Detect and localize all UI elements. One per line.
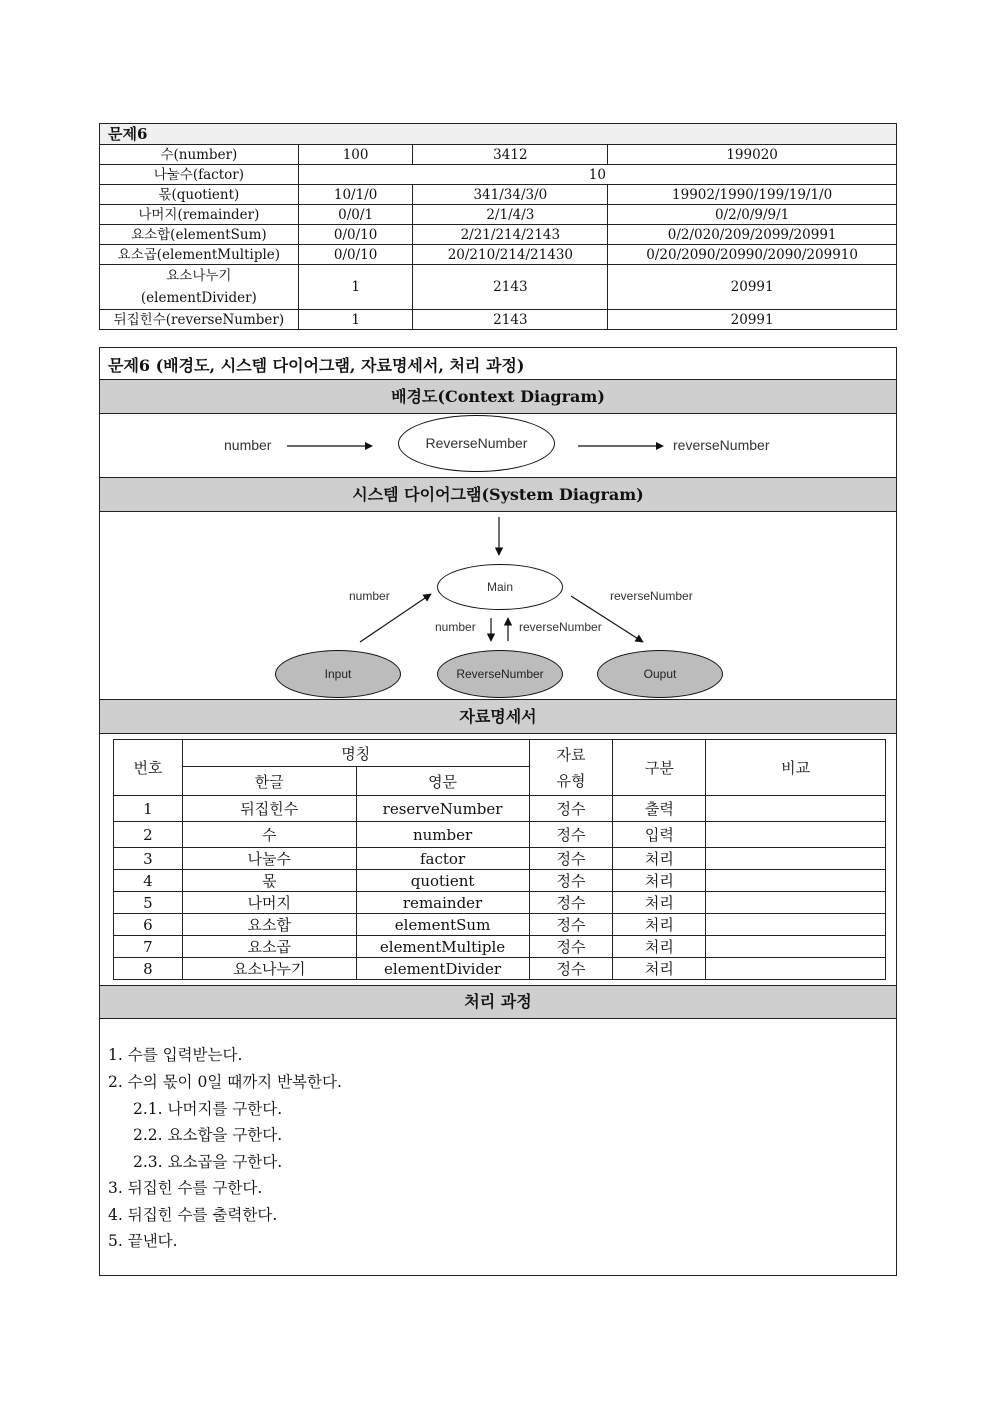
system-diagram-title: 시스템 다이어그램(System Diagram) [100, 477, 896, 512]
process-step: 2. 수의 몫이 0일 때까지 반복한다. [108, 1073, 342, 1091]
table-row: 몫(quotient) 10/1/0 341/34/3/0 19902/1990/199/19/1/0 [100, 185, 897, 205]
process-step: 2.3. 요소곱을 구한다. [133, 1153, 283, 1171]
process-step: 5. 끝낸다. [108, 1232, 178, 1250]
table-title: 문제6 [100, 124, 897, 145]
context-input-label: number [224, 437, 272, 453]
context-diagram-title: 배경도(Context Diagram) [100, 379, 896, 414]
header-note: 비교 [706, 740, 886, 796]
table-row: 4 몫 quotient 정수 처리 [114, 870, 886, 892]
flow-label: reverseNumber [610, 589, 693, 603]
data-spec-title: 자료명세서 [100, 699, 896, 734]
context-process-node: ReverseNumber [398, 415, 555, 472]
table-row: 6 요소합 elementSum 정수 처리 [114, 914, 886, 936]
input-node: Input [275, 650, 401, 698]
header-en: 영문 [356, 767, 529, 796]
header-no: 번호 [114, 740, 183, 796]
reverse-number-node: ReverseNumber [437, 650, 563, 698]
table-row: 수(number) 100 3412 199020 [100, 145, 897, 165]
table-row: 1 뒤집힌수 reserveNumber 정수 출력 [114, 796, 886, 822]
process-step: 3. 뒤집힌 수를 구한다. [108, 1179, 263, 1197]
process-step: 2.2. 요소합을 구한다. [133, 1126, 283, 1144]
result-table [99, 123, 897, 330]
main-node: Main [437, 564, 563, 610]
table-row: 나머지(remainder) 0/0/1 2/1/4/3 0/2/0/9/9/1 [100, 205, 897, 225]
flow-label: number [349, 589, 390, 603]
system-diagram [100, 511, 896, 699]
header-name: 명칭 [182, 740, 529, 767]
table-row: 나눌수(factor) 10 [100, 165, 897, 185]
box-title: 문제6 (배경도, 시스템 다이어그램, 자료명세서, 처리 과정) [108, 356, 525, 375]
header-ko: 한글 [182, 767, 356, 796]
table-row: 뒤집힌수(reverseNumber) 1 2143 20991 [100, 310, 897, 330]
table-row: 요소나누기 (elementDivider) 1 2143 20991 [100, 265, 897, 310]
analysis-box [99, 347, 897, 1276]
table-row: 8 요소나누기 elementDivider 정수 처리 [114, 958, 886, 980]
header-kind: 구분 [613, 740, 706, 796]
flow-label: reverseNumber [519, 620, 602, 634]
table-row: 3 나눌수 factor 정수 처리 [114, 848, 886, 870]
header-type: 자료 유형 [529, 740, 613, 796]
output-node: Ouput [597, 650, 723, 698]
arrow-right-icon [576, 440, 666, 452]
table-row: 요소곱(elementMultiple) 0/0/10 20/210/214/21430 0/20/2090/20990/2090/209910 [100, 245, 897, 265]
table-row: 5 나머지 remainder 정수 처리 [114, 892, 886, 914]
context-output-label: reverseNumber [673, 437, 770, 453]
context-diagram [100, 412, 896, 476]
table-row: 요소합(elementSum) 0/0/10 2/21/214/2143 0/2/020/209/2099/20991 [100, 225, 897, 245]
table-row: 2 수 number 정수 입력 [114, 822, 886, 848]
table-row: 7 요소곱 elementMultiple 정수 처리 [114, 936, 886, 958]
process-step: 2.1. 나머지를 구한다. [133, 1100, 283, 1118]
flow-label: number [435, 620, 476, 634]
process-step: 4. 뒤집힌 수를 출력한다. [108, 1206, 278, 1224]
data-spec-table [113, 739, 886, 980]
arrow-right-icon [285, 440, 375, 452]
process-title: 처리 과정 [100, 985, 896, 1019]
process-step: 1. 수를 입력받는다. [108, 1046, 243, 1064]
